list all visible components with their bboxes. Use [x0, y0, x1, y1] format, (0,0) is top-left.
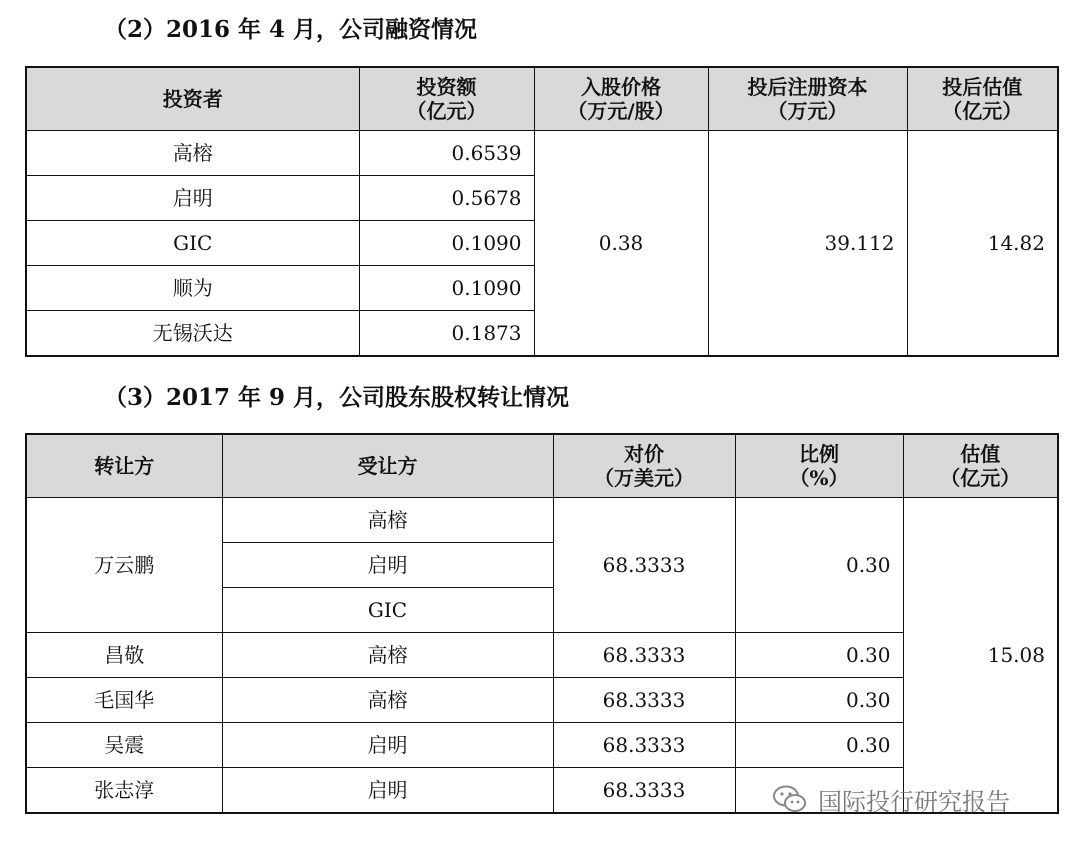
- header-registered-capital: 投后注册资本 （万元）: [708, 67, 907, 131]
- price-cell: 0.38: [534, 131, 708, 357]
- financing-table: [25, 66, 1059, 357]
- ratio-cell: 0.30: [735, 498, 903, 633]
- transferee-cell: 高榕: [222, 498, 553, 543]
- transferor-cell: 万云鹏: [26, 498, 222, 633]
- consideration-cell: 68.3333: [553, 723, 735, 768]
- wechat-icon: [772, 784, 808, 814]
- header-price: 入股价格 （万元/股）: [534, 67, 708, 131]
- consideration-cell: 68.3333: [553, 633, 735, 678]
- transferee-cell: 启明: [222, 768, 553, 814]
- header-transferee: 受让方: [222, 434, 553, 498]
- ratio-cell: 0.30: [735, 723, 903, 768]
- transfer-header-row: [26, 434, 1058, 498]
- financing-header-row: [26, 67, 1058, 131]
- table-row: [26, 131, 1058, 176]
- post-valuation-cell: 14.82: [907, 131, 1058, 357]
- watermark: [772, 782, 1010, 816]
- consideration-cell: 68.3333: [553, 678, 735, 723]
- amount-cell: 0.6539: [359, 131, 534, 176]
- amount-cell: 0.5678: [359, 176, 534, 221]
- header-transferor: 转让方: [26, 434, 222, 498]
- investor-cell: 启明: [26, 176, 359, 221]
- header-investor: 投资者: [26, 67, 359, 131]
- transferor-cell: 张志淳: [26, 768, 222, 814]
- transferor-cell: 昌敬: [26, 633, 222, 678]
- section-title-financing: （2）2016 年 4 月，公司融资情况: [104, 16, 478, 43]
- watermark-text: 国际投行研究报告: [818, 787, 1010, 816]
- transferee-cell: 启明: [222, 723, 553, 768]
- section-title-equity-transfer: （3）2017 年 9 月，公司股东股权转让情况: [104, 384, 570, 411]
- investor-cell: 顺为: [26, 266, 359, 311]
- investor-cell: 无锡沃达: [26, 311, 359, 357]
- amount-cell: 0.1090: [359, 266, 534, 311]
- investor-cell: 高榕: [26, 131, 359, 176]
- registered-capital-cell: 39.112: [708, 131, 907, 357]
- investor-cell: GIC: [26, 221, 359, 266]
- valuation-cell: 15.08: [903, 498, 1058, 814]
- consideration-cell: 68.3333: [553, 498, 735, 633]
- transferee-cell: 高榕: [222, 678, 553, 723]
- header-post-valuation: 投后估值 （亿元）: [907, 67, 1058, 131]
- consideration-cell: 68.3333: [553, 768, 735, 814]
- amount-cell: 0.1873: [359, 311, 534, 357]
- amount-cell: 0.1090: [359, 221, 534, 266]
- ratio-cell: 0.30: [735, 633, 903, 678]
- equity-transfer-table: [25, 433, 1059, 814]
- header-amount: 投资额 （亿元）: [359, 67, 534, 131]
- transferee-cell: 启明: [222, 543, 553, 588]
- header-ratio: 比例 （%）: [735, 434, 903, 498]
- table-row: [26, 498, 1058, 543]
- transferor-cell: 吴震: [26, 723, 222, 768]
- transferee-cell: 高榕: [222, 633, 553, 678]
- transferor-cell: 毛国华: [26, 678, 222, 723]
- transferee-cell: GIC: [222, 588, 553, 633]
- ratio-cell: 0.30: [735, 678, 903, 723]
- header-consideration: 对价 （万美元）: [553, 434, 735, 498]
- header-valuation: 估值 （亿元）: [903, 434, 1058, 498]
